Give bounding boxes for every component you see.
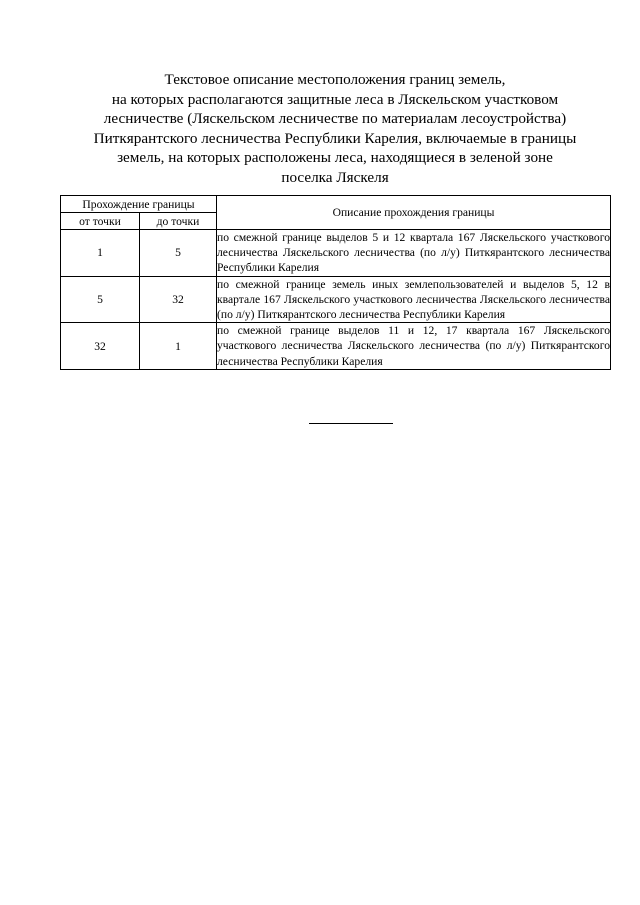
cell-to-point: 5: [140, 230, 217, 277]
cell-description: по смежной границе земель иных землепользователей и выделов 5, 12 в квартале 167 Ляскельского участкового лесничества Ляскельского лесничества (по л/у) Питкярантского лесничества Республики Карелия: [217, 277, 610, 322]
cell-from-point: 32: [61, 323, 140, 370]
boundary-table: [60, 195, 611, 370]
header-from-point: от точки: [61, 213, 140, 230]
header-description: Описание прохождения границы: [217, 196, 611, 230]
table-header-row: [61, 196, 611, 213]
title-line: лесничестве (Ляскельском лесничестве по материалам лесоустройства): [103, 110, 567, 128]
table-row: [61, 230, 611, 277]
header-to-point: до точки: [140, 213, 217, 230]
cell-from-point: 1: [61, 230, 140, 277]
cell-to-point: 1: [140, 323, 217, 370]
table-row: [61, 276, 611, 323]
title-line: Питкярантского лесничества Республики Карелия, включаемые в границы: [93, 129, 577, 147]
document-title: [60, 70, 610, 188]
title-line: Текстовое описание местоположения границ земель,: [164, 71, 506, 88]
cell-description: по смежной границе выделов 5 и 12 квартала 167 Ляскельского участкового лесничества Ляскельского лесничества (по л/у) Питкярантского лесничества Республики Карелия: [217, 231, 610, 275]
cell-to-point: 32: [140, 276, 217, 323]
end-divider-line: [309, 423, 393, 424]
title-line: земель, на которых расположены леса, находящиеся в зеленой зоне: [117, 149, 553, 167]
cell-from-point: 5: [61, 276, 140, 323]
header-boundary-passage: Прохождение границы: [61, 196, 217, 213]
title-line: поселка Ляскеля: [281, 168, 389, 186]
table-row: [61, 323, 611, 370]
cell-description: по смежной границе выделов 11 и 12, 17 квартала 167 Ляскельского участкового лесничества Ляскельского лесничества (по л/у) Питкярантского лесничества Республики Карелия: [217, 324, 610, 368]
title-line: на которых располагаются защитные леса в Ляскельском участковом: [111, 90, 559, 108]
